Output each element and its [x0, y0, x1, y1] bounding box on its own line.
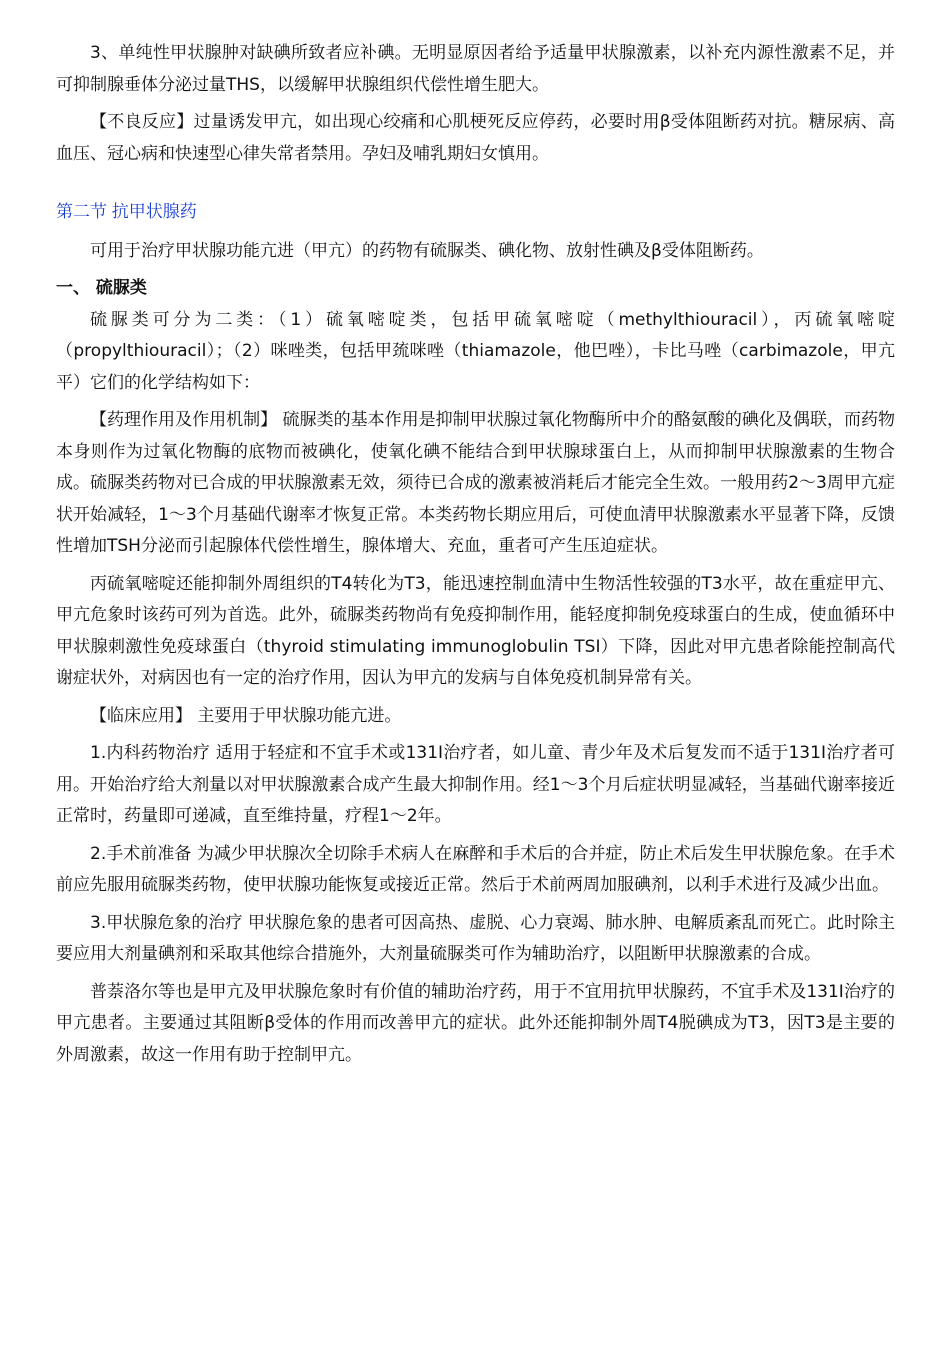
paragraph-medical-treatment: 1.内科药物治疗 适用于轻症和不宜手术或131I治疗者，如儿童、青少年及术后复发而不适于131I治疗者可用。开始治疗给大剂量以对甲状腺激素合成产生最大抑制作用。经1～3个月后症状明显减轻，当基础代谢率接近正常时，药量即可递减，直至维持量，疗程1～2年。 — [56, 743, 895, 826]
paragraph-mechanism: 【药理作用及作用机制】 硫脲类的基本作用是抑制甲状腺过氧化物酶所中介的酪氨酸的碘化及偶联，而药物本身则作为过氧化物酶的底物而被碘化，使氧化碘不能结合到甲状腺球蛋白上，从而抑制甲状腺激素的生物合成。硫脲类药物对已合成的甲状腺激素无效，须待已合成的激素被消耗后才能完全生效。一般用药2～3周甲亢症状开始减轻，1～3个月基础代谢率才恢复正常。本类药物长期应用后，可使血清甲状腺激素水平显著下降，反馈性增加TSH分泌而引起腺体代偿性增生，腺体增大、充血，重者可产生压迫症状。 — [56, 410, 895, 556]
paragraph-classification: 硫脲类可分为二类：（1）硫氧嘧啶类，包括甲硫氧嘧啶（methylthiouracil），丙硫氧嘧啶（propylthiouracil）；（2）咪唑类，包括甲巯咪唑（thiamazole，他巴唑），卡比马唑（carbimazole，甲亢平）它们的化学结构如下： — [56, 309, 895, 393]
paragraph-preoperative: 2.手术前准备 为减少甲状腺次全切除手术病人在麻醉和手术后的合并症，防止术后发生甲状腺危象。在手术前应先服用硫脲类药物，使甲状腺功能恢复或接近正常。然后于术前两周加服碘剂，以利手术进行及减少出血。 — [56, 843, 895, 895]
paragraph-clinical-use: 【临床应用】 主要用于甲状腺功能亢进。 — [90, 705, 402, 726]
subsection-title: 一、 硫脲类 — [56, 278, 147, 298]
paragraph-thyroid-crisis: 3.甲状腺危象的治疗 甲状腺危象的患者可因高热、虚脱、心力衰竭、肺水肿、电解质紊乱而死亡。此时除主要应用大剂量碘剂和采取其他综合措施外，大剂量硫脲类可作为辅助治疗，以阻断甲状腺激素的合成。 — [56, 912, 895, 964]
paragraph-intro: 可用于治疗甲状腺功能亢进（甲亢）的药物有硫脲类、碘化物、放射性碘及β受体阻断药。 — [90, 240, 764, 261]
paragraph-iodine-supplement: 3、单纯性甲状腺肿对缺碘所致者应补碘。无明显原因者给予适量甲状腺激素，以补充内源性激素不足，并可抑制腺垂体分泌过量THS，以缓解甲状腺组织代偿性增生肥大。 — [56, 43, 895, 95]
paragraph-propylthiouracil: 丙硫氧嘧啶还能抑制外周组织的T4转化为T3，能迅速控制血清中生物活性较强的T3水平，故在重症甲亢、甲亢危象时该药可列为首选。此外，硫脲类药物尚有免疫抑制作用，能轻度抑制免疫球蛋白的生成，使血循环中甲状腺刺激性免疫球蛋白（thyroid stimulating immunoglobulin TSI）下降，因此对甲亢患者除能控制高代谢症状外，对病因也有一定的治疗作用，因认为甲亢的发病与自体免疫机制异常有关。 — [56, 573, 895, 688]
paragraph-propranolol: 普萘洛尔等也是甲亢及甲状腺危象时有价值的辅助治疗药，用于不宜用抗甲状腺药，不宜手术及131I治疗的甲亢患者。主要通过其阻断β受体的作用而改善甲亢的症状。此外还能抑制外周T4脱碘成为T3，因T3是主要的外周激素，故这一作用有助于控制甲亢。 — [56, 981, 895, 1065]
section-title: 第二节 抗甲状腺药 — [56, 202, 197, 221]
paragraph-adverse-reactions: 【不良反应】过量诱发甲亢，如出现心绞痛和心肌梗死反应停药，必要时用β受体阻断药对抗。糖尿病、高血压、冠心病和快速型心律失常者禁用。孕妇及哺乳期妇女慎用。 — [56, 112, 895, 164]
